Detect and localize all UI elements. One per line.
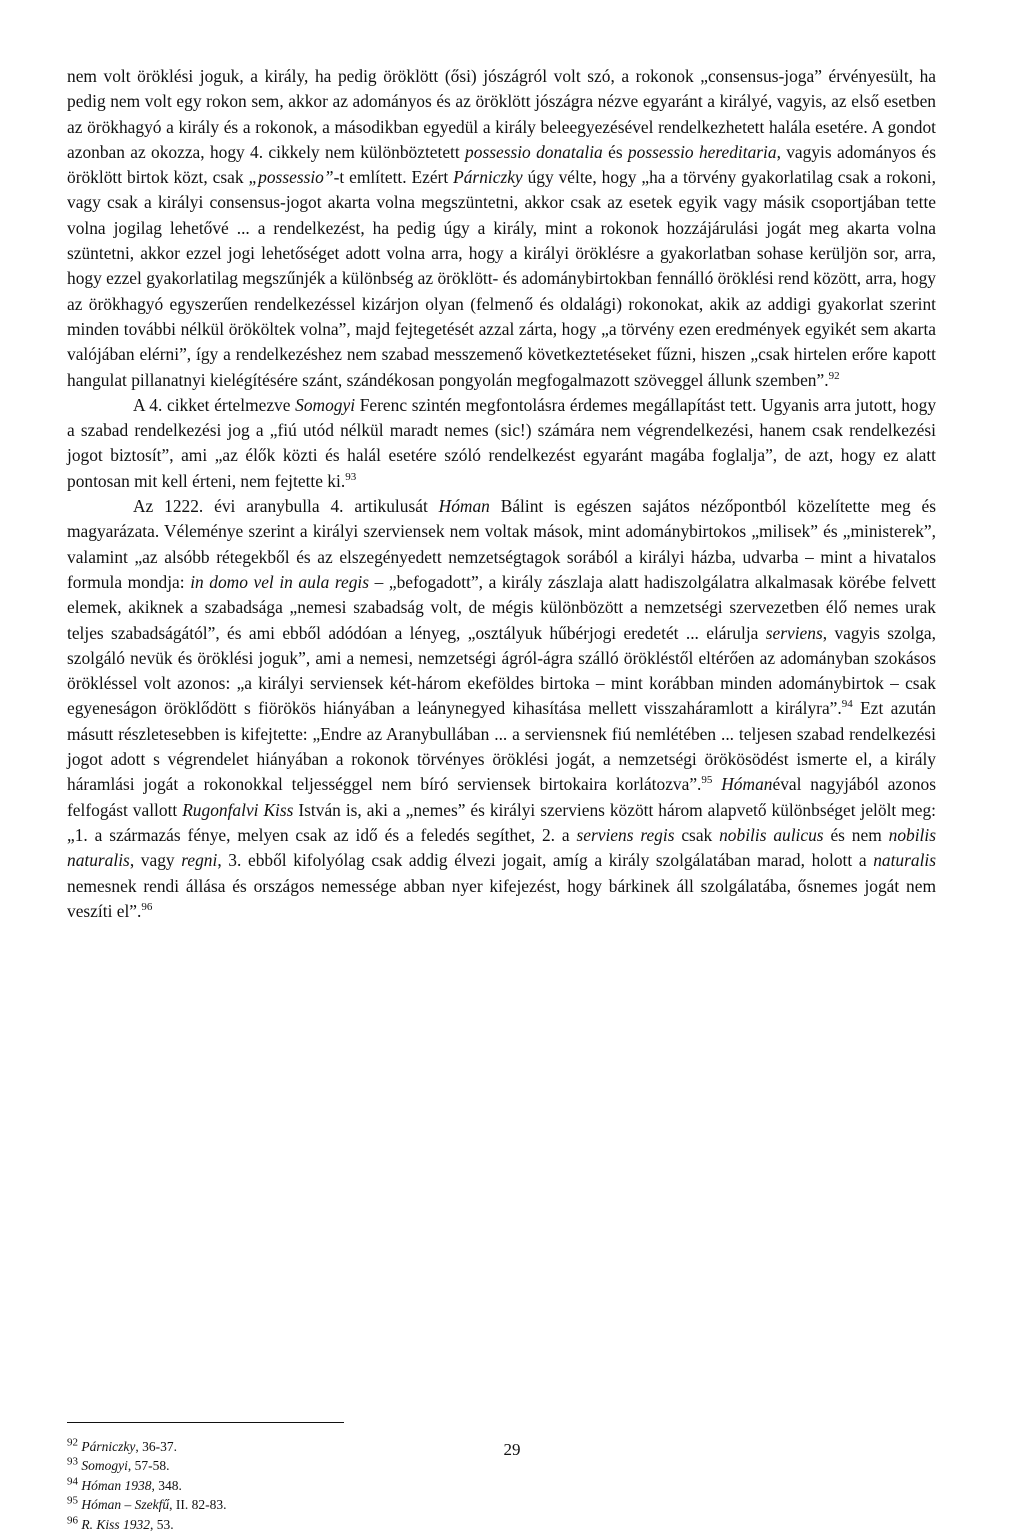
text-run: , vagyis adományos és öröklött birtok közt, csak [67, 141, 936, 188]
footnote-ref-92: 92 [828, 369, 840, 382]
text-run: úgy vélte, hogy „ha a törvény gyakorlatilag csak a rokoni, vagy csak a királyi consensus-jogot akarta volna megszüntetni, akkor csak az esetek egyik vagy másik csoportjában tette volna jogilag lehetővé ... a rendelkezést, ha pedig úgy a király, mint a rokonok hozzájárulási jogát meg akarta volna szüntetni, akkor ezzel jogi lehetőséget adott volna arra, hogy a királyi öröklésre a gyakorlatban sohase kerüljön sor, arra, hogy ezzel gyakorlatilag megszűnjék a különbség az öröklött- és adománybirtokban fennálló öröklési rend között, arra, hogy az örökhagyó egyszerűen rendelkezéssel kizárjon olyan (felmenő és oldalági) rokonokat, akik az addigi gyakorlat szerint minden további nélkül örököltek volna”, majd fejtegetését azzal zárta, hogy „a törvény ezen eredmények egyikét sem akarta valójában elérni”, így a rendelkezéshez nem szabad messzemenő következtetéseket fűzni, hiszen „csak hirtelen erőre kapott hangulat pillanatnyi kielégítésére szánt, szándékosan pongyolán megfogalmazott szöveggel állunk szemben”. [67, 167, 936, 390]
footnote-ref-95: 95 [701, 774, 713, 787]
paragraph-3 [67, 494, 936, 924]
text-run: Bálint is egészen sajátos nézőpontból közelítette meg és magyarázata. Véleménye szerint a királyi szerviensek nem voltak mások, mint adománybirtokos „milisek” és „ministerek”, valamint „az alsóbb rétegekből és az elszegényedett nemzetségtagok sorából a királyi házba, udvarba – mint a hivatalos formula mondja: [67, 496, 936, 592]
footnote-number: 93 [67, 1455, 78, 1468]
footnote-author: Hóman 1938 [81, 1477, 152, 1493]
footnote-author: Hóman – Szekfű [81, 1497, 170, 1513]
text-run: , vagy [129, 850, 182, 871]
italic-name: Rugonfalvi Kiss [182, 799, 294, 820]
italic-name: Hóman [721, 774, 773, 795]
footnote-author: Párniczky [81, 1439, 136, 1454]
page-number: 29 [503, 1440, 521, 1459]
footnote-ref-93: 93 [345, 470, 357, 483]
italic-term: regni [181, 850, 218, 871]
page-body [67, 64, 936, 924]
italic-term: possessio hereditaria [627, 141, 777, 162]
footnote-number: 95 [67, 1494, 78, 1507]
footnote-author: R. Kiss 1932 [81, 1516, 151, 1532]
text-run [712, 774, 721, 794]
italic-term: serviens [765, 622, 823, 643]
text-run: -t említett. Ezért [333, 167, 454, 188]
footnote-author: Somogyi [81, 1458, 128, 1474]
text-run: nem volt öröklési joguk, a király, ha pedig öröklött (ősi) jószágról volt szó, a rokonok „consensus-joga” érvényesült, ha pedig nem volt egy rokon sem, akkor az adományos és az öröklött jószágra nézve egyaránt a királyé, vagyis, az első esetben az örökhagyó a király és a rokonok, a másodikban egyedül a király beleegyezésével rendelkezhetett halála esetére. A gondot azonban az okozza, hogy 4. cikkely nem különböztetett [67, 66, 936, 162]
text-run: , vagyis szolga, szolgáló nevük és öröklési joguk”, ami a nemesi, nemzetségi ágról-ágra szálló örökléstől eltérően az adományban szokásos örökléssel volt azonos: „a királyi serviensek két-három ekeföldes birtoka – mint korábban minden adománybirtok – csak egyeneságon öröklődött s fiörökös hiányában a leánynegyed kihasítása mellett visszaháramlott a királyra”. [67, 622, 936, 719]
footnote-pages: , II. 82-83. [169, 1497, 227, 1513]
italic-term: possessio donatalia [465, 141, 603, 162]
text-run: és [602, 141, 628, 162]
footnote-pages: , 36-37. [135, 1439, 177, 1454]
paragraph-1 [67, 64, 936, 393]
footnote-number: 96 [67, 1514, 78, 1527]
text-run: – „befogadott”, a király zászlaja alatt hadiszolgálatra alkalmasak körébe felvett elemek, akiknek a szabadsága „nemesi szabadság volt, de mégis különbözött a nemzetségi szervezetben élő nemes urak teljes szabadságától”, és ami ebből adódóan a lényeg, „osztályuk hűbérjogi eredetét ... elárulja [67, 571, 937, 643]
text-run: , 3. ebből kifolyólag csak addig élvezi jogait, amíg a király szolgálatában marad, holott a [217, 850, 874, 871]
italic-term: in domo vel in aula regis [190, 571, 370, 592]
italic-term: nobilis aulicus [719, 824, 824, 845]
text-run: Ferenc szintén megfontolásra érdemes megállapítást tett. Ugyanis arra jutott, hogy a szabad rendelkezési jog a „fiú utód nélkül maradt nemes (sic!) számára nem végrendelkezési, hanem csak rendelkezési jogot biztosít”, ami „az élők közti és halál esetére szóló rendelkezést egyaránt magába foglalja”, de azt, hogy ez alatt pontosan mit kell érteni, nem fejtette ki. [67, 394, 937, 491]
footnote-ref-96: 96 [141, 901, 153, 913]
text-run: Az 1222. évi aranybulla 4. artikulusát [133, 496, 439, 517]
text-run: éval nagyjából azonos felfogást vallott [67, 774, 936, 820]
footnote-number: 94 [67, 1475, 78, 1488]
text-run: A 4. cikket értelmezve [133, 394, 296, 415]
italic-term: serviens regis [576, 824, 675, 845]
italic-name: Hóman [438, 496, 490, 517]
text-run: Ezt azután másutt részletesebben is kifejtette: „Endre az Aranybullában ... a serviensnek fiú nemlétében ... teljesen szabad rendelkezési jogot adott s végrendelet hiányában a rokonok törvényes öröklési jogát, a nemzetségi örökösödést ismerte el, a király háramlási jogát a rokonokkal teljességgel nem bíró serviensek birtokaira korlátozva”. [67, 698, 936, 795]
text-run: és nem [823, 824, 889, 845]
footnote-number: 92 [67, 1436, 78, 1449]
italic-term: „possessio” [248, 167, 334, 188]
footnote-item [67, 1495, 467, 1514]
footnote-pages: , 348. [151, 1477, 182, 1493]
footnote-pages: , 53. [150, 1516, 174, 1532]
paragraph-2 [67, 393, 936, 494]
footnote-divider [67, 1422, 344, 1423]
footnote-item [67, 1515, 467, 1534]
footnote-pages: , 57-58. [127, 1458, 170, 1474]
footnote-item [67, 1476, 467, 1495]
italic-name: Somogyi [295, 394, 356, 415]
text-run: nemesnek rendi állása és országos nemessége abban nyer kifejezést, hogy bárkinek áll szolgálatába, ősnemes jogát nem veszíti el”. [67, 875, 936, 921]
italic-name: Párniczky [453, 167, 523, 188]
footnote-ref-94: 94 [841, 698, 853, 711]
text-run: István is, aki a „nemes” és királyi szerviens között három alapvető különbséget jelölt meg: „1. a származás fénye, melyen csak az idő és a feledés segíthet, 2. a [67, 799, 936, 845]
text-run: csak [674, 824, 720, 845]
italic-term: nobilis naturalis [67, 824, 936, 871]
italic-term: naturalis [873, 850, 936, 871]
